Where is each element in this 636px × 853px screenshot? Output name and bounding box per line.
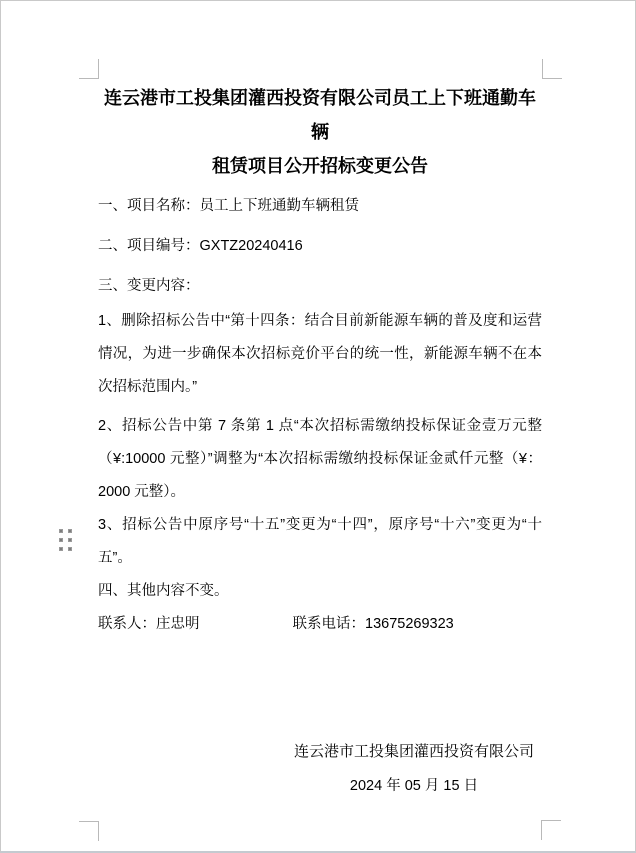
document-title-line2: 租赁项目公开招标变更公告	[212, 156, 428, 176]
handle-dot	[68, 529, 72, 533]
signature-company: 连云港市工投集团灌西投资有限公司	[293, 743, 534, 760]
document-title-line1: 连云港市工投集团灌西投资有限公司员工上下班通勤车辆	[104, 88, 536, 142]
contact-phone-number: 13675269323	[365, 616, 454, 632]
section-change-content-heading: 三、变更内容：	[98, 278, 200, 294]
handle-dot	[68, 547, 72, 551]
contact-person-name: 庄忠明	[156, 616, 200, 632]
document-title	[98, 81, 542, 183]
document-body	[98, 78, 542, 803]
section-project-number: 二、项目编号：GXTZ20240416	[98, 238, 303, 254]
change-item-2: 2、招标公告中第 7 条第 1 点“本次招标需缴纳投标保证金壹万元整（¥:10000 元整）”调整为“本次招标需缴纳投标保证金贰仟元整（¥：2000 元整）。	[98, 418, 542, 500]
crop-mark-bottom-right	[541, 820, 561, 840]
crop-mark-top-right	[542, 59, 562, 79]
paragraph-drag-handle-icon[interactable]	[59, 529, 72, 551]
contact-phone-label: 联系电话：	[292, 616, 365, 632]
contact-line	[98, 608, 542, 641]
change-item-3: 3、招标公告中原序号“十五”变更为“十四”，原序号“十六”变更为“十五”。	[98, 517, 542, 566]
crop-mark-top-left	[79, 59, 99, 79]
change-item-1: 1、删除招标公告中“第十四条：结合目前新能源车辆的普及度和运营情况，为进一步确保本次招标竞价平台的统一性，新能源车辆不在本次招标范围内。”	[98, 313, 542, 395]
signature-date: 2024 年 05 月 15 日	[349, 778, 479, 794]
handle-dot	[59, 529, 63, 533]
crop-mark-bottom-left	[79, 821, 99, 841]
section-project-name: 一、项目名称：员工上下班通勤车辆租赁	[98, 198, 359, 214]
handle-dot	[59, 547, 63, 551]
signature-block	[294, 735, 534, 803]
handle-dot	[68, 538, 72, 542]
contact-person-label: 联系人：	[98, 616, 156, 632]
handle-dot	[59, 538, 63, 542]
section-other-content: 四、其他内容不变。	[98, 583, 229, 599]
